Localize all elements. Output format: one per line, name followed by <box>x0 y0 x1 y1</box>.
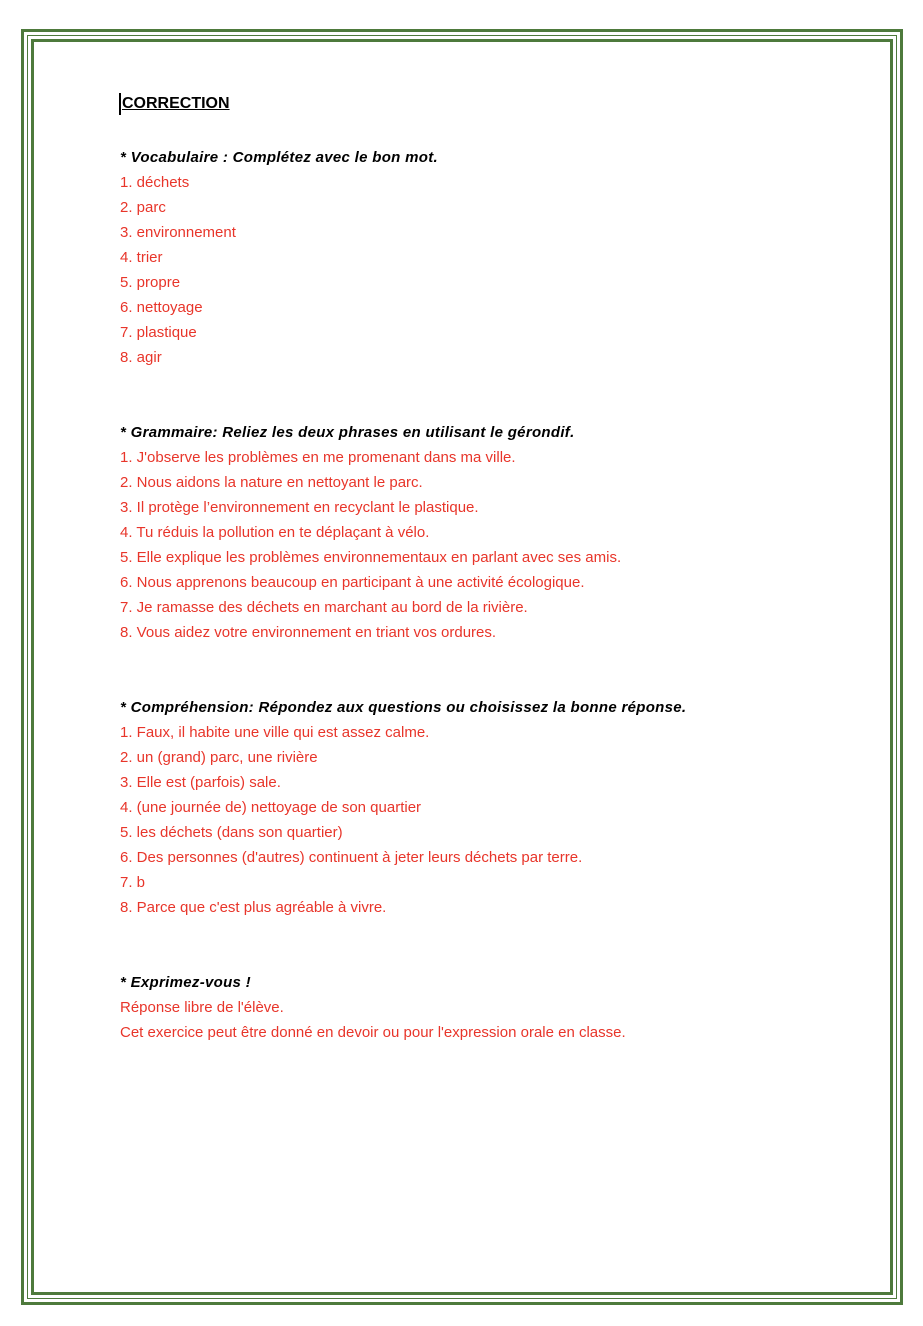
answer-item: 8. Parce que c'est plus agréable à vivre. <box>120 899 387 916</box>
answer-item: 1. J'observe les problèmes en me promenant dans ma ville. <box>120 449 516 466</box>
answer-item: 5. les déchets (dans son quartier) <box>120 824 343 841</box>
section-vocabulaire <box>120 145 820 370</box>
answer-item: 4. Tu réduis la pollution en te déplaçant à vélo. <box>120 524 430 541</box>
section-comprehension <box>120 695 820 920</box>
answer-item: 2. un (grand) parc, une rivière <box>120 749 318 766</box>
answer-item: 6. Nous apprenons beaucoup en participant à une activité écologique. <box>120 574 585 591</box>
answer-item: 6. nettoyage <box>120 299 203 316</box>
answer-item: Réponse libre de l'élève. <box>120 999 284 1016</box>
answer-item: 2. Nous aidons la nature en nettoyant le parc. <box>120 474 423 491</box>
answer-item: 8. Vous aidez votre environnement en triant vos ordures. <box>120 624 497 641</box>
answer-item: 4. (une journée de) nettoyage de son quartier <box>120 799 422 816</box>
answer-item: 4. trier <box>120 249 163 266</box>
document-body <box>120 93 820 1045</box>
answer-item: 5. propre <box>120 274 181 291</box>
section-grammaire <box>120 420 820 645</box>
title-wrapper <box>120 93 230 115</box>
answer-item: 3. Il protège l’environnement en recyclant le plastique. <box>120 499 479 516</box>
section-heading: * Exprimez-vous ! <box>120 974 251 991</box>
answer-item: 5. Elle explique les problèmes environnementaux en parlant avec ses amis. <box>120 549 622 566</box>
answer-item: Cet exercice peut être donné en devoir ou pour l'expression orale en classe. <box>120 1024 626 1041</box>
section-heading: * Vocabulaire : Complétez avec le bon mot. <box>120 149 438 166</box>
section-exprimez-vous <box>120 970 820 1045</box>
answer-item: 2. parc <box>120 199 166 216</box>
answer-item: 3. Elle est (parfois) sale. <box>120 774 281 791</box>
section-heading: * Compréhension: Répondez aux questions ou choisissez la bonne réponse. <box>120 699 687 716</box>
section-heading: * Grammaire: Reliez les deux phrases en utilisant le gérondif. <box>120 424 575 441</box>
answer-item: 6. Des personnes (d'autres) continuent à jeter leurs déchets par terre. <box>120 849 583 866</box>
answer-item: 1. Faux, il habite une ville qui est assez calme. <box>120 724 430 741</box>
document-title: CORRECTION <box>119 93 230 115</box>
answer-item: 7. b <box>120 874 146 891</box>
answer-item: 3. environnement <box>120 224 236 241</box>
answer-item: 8. agir <box>120 349 162 366</box>
answer-item: 7. plastique <box>120 324 197 341</box>
answer-item: 7. Je ramasse des déchets en marchant au bord de la rivière. <box>120 599 528 616</box>
answer-item: 1. déchets <box>120 174 190 191</box>
